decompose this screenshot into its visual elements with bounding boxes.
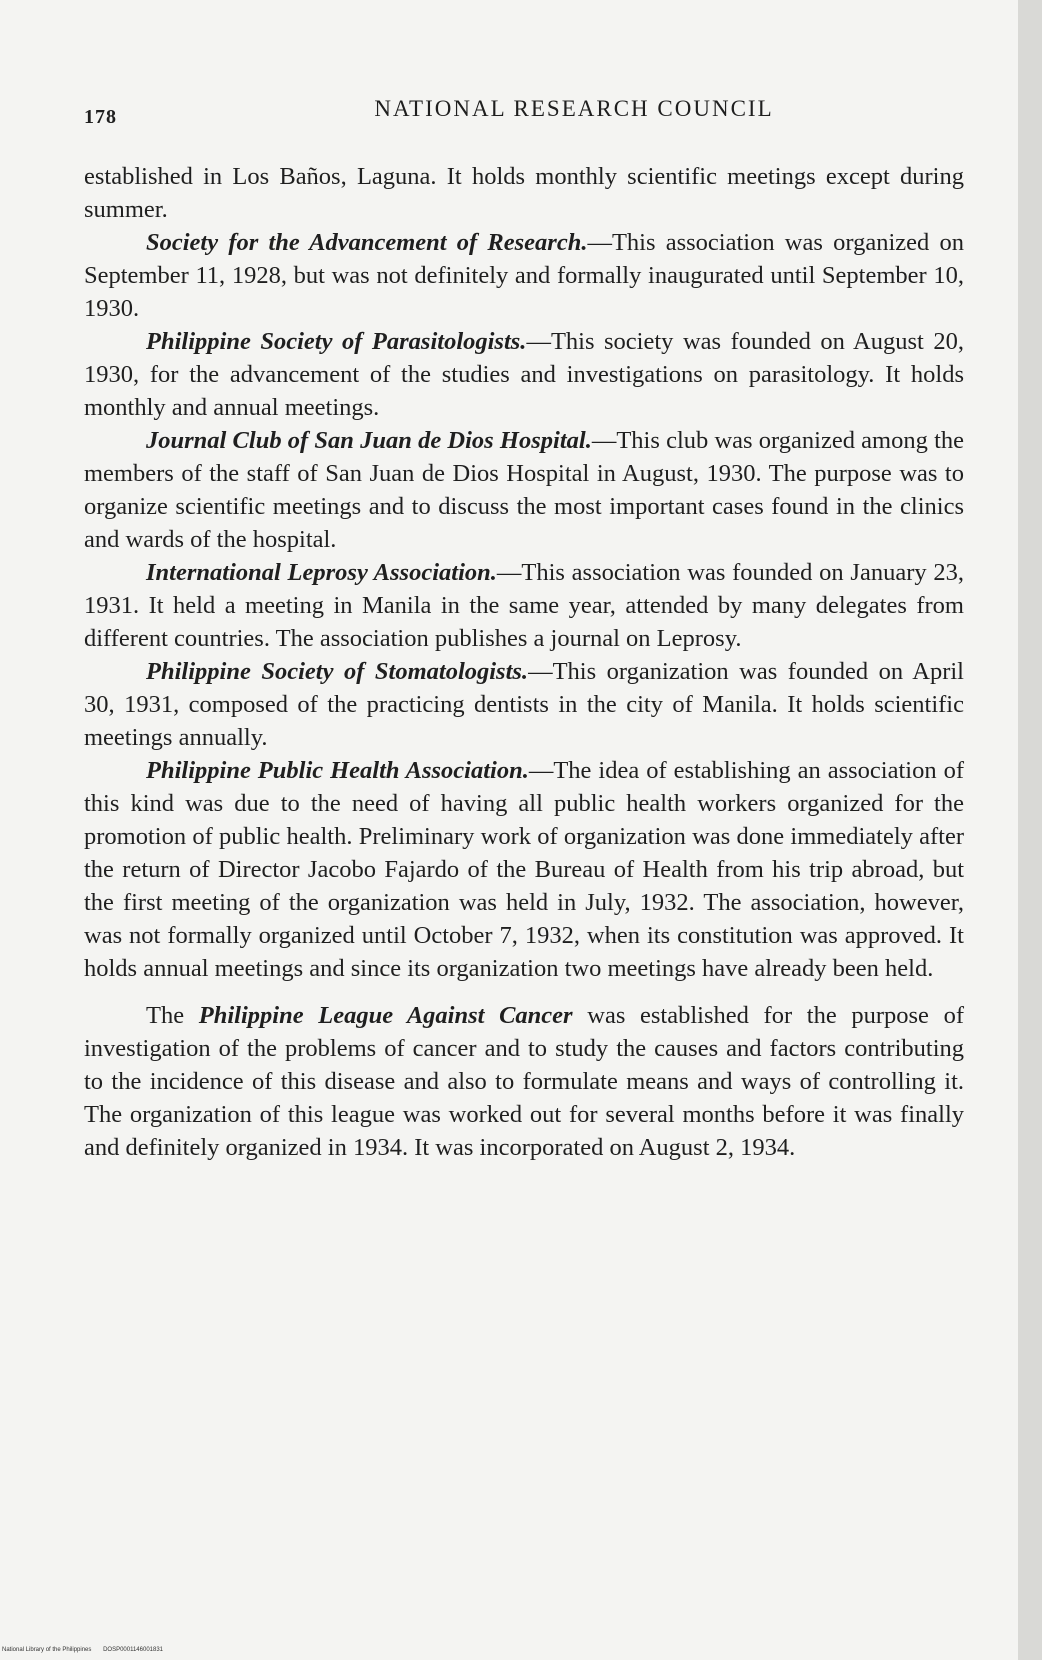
scan-footer [2, 1647, 173, 1653]
paragraph-text: —This club was organized among the members of the staff of San Juan de Dios Hospital in August, 1930. The purpose was to organize scientific meetings and to discuss the most important cases found in the clinics and wards of the hospital. [84, 427, 964, 553]
paragraph-title: Society for the Advancement of Research. [146, 229, 588, 256]
body-text [84, 160, 964, 1164]
paragraph-public-health [84, 754, 964, 985]
paragraph-text: —This association was founded on January 23, 1931. It held a meeting in Manila in the same year, attended by many delegates from different countries. The association publishes a journal on Leprosy. [84, 559, 964, 652]
scan-edge [1018, 0, 1042, 1660]
paragraph-text: was established for the purpose of investigation of the problems of cancer and to study the causes and factors contributing to the incidence of this disease and also to formulate means and ways of controlling it. The organization of this league was worked out for several months before it was finally and definitely organized in 1934. It was incorporated on August 2, 1934. [84, 1002, 964, 1161]
paragraph-parasitologists [84, 325, 964, 424]
paragraph-title: International Leprosy Association. [146, 559, 497, 586]
paragraph-title: Philippine League Against Cancer [198, 1002, 573, 1029]
page-header [84, 96, 964, 136]
running-title: NATIONAL RESEARCH COUNCIL [374, 96, 774, 121]
paragraph-title: Philippine Society of Stomatologists. [146, 658, 529, 685]
footer-code: DOSP0001146001831 [103, 1647, 164, 1653]
paragraph-continuation: established in Los Baños, Laguna. It holds monthly scientific meetings except during summer. [84, 163, 964, 223]
paragraph-stomatologists [84, 655, 964, 754]
paragraph-text: —The idea of establishing an association of this kind was due to the need of having all public health workers organized for the promotion of public health. Preliminary work of organization was done immediately after the return of Director Jacobo Fajardo of the Bureau of Health from his trip abroad, but the first meeting of the organization was held in July, 1932. The association, however, was not formally organized until October 7, 1932, when its constitution was approved. It holds annual meetings and since its organization two meetings have already been held. [84, 757, 964, 982]
paragraph-title: Journal Club of San Juan de Dios Hospital. [146, 427, 592, 454]
paragraph-journal-club [84, 424, 964, 556]
paragraph-text: —This organization was founded on April 30, 1931, composed of the practicing dentists in the city of Manila. It holds scientific meetings annually. [84, 658, 964, 751]
paragraph-league-against-cancer [84, 999, 964, 1164]
paragraph-leprosy-association [84, 556, 964, 655]
paragraph-lead: The [146, 1002, 199, 1029]
page-number: 178 [84, 106, 117, 128]
footer-source: National Library of the Philippines [2, 1647, 92, 1653]
paragraph-text: —This society was founded on August 20, 1930, for the advancement of the studies and investigations on parasitology. It holds monthly and annual meetings. [84, 328, 964, 421]
paragraph-society-advancement-research [84, 226, 964, 325]
paragraph-title: Philippine Society of Parasitologists. [146, 328, 527, 355]
paragraph-text: —This association was organized on September 11, 1928, but was not definitely and formally inaugurated until September 10, 1930. [84, 229, 964, 322]
paragraph-title: Philippine Public Health Association. [146, 757, 529, 784]
